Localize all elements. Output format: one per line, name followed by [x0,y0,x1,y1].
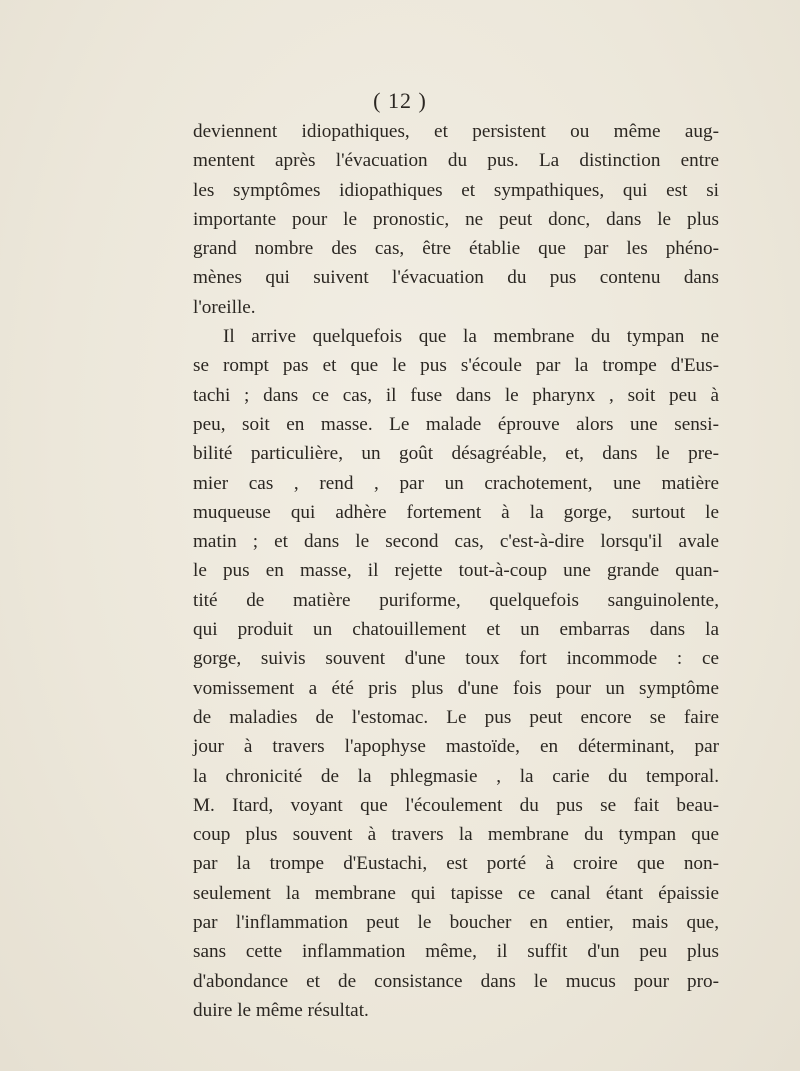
paragraph-2 [193,322,719,1025]
text-line: se rompt pas et que le pus s'écoule par la trompe d'Eus- [193,355,719,377]
text-line: deviennent idiopathiques, et persistent ou même aug- [193,121,719,142]
text-line: jour à travers l'apophyse mastoïde, en déterminant, par [193,736,719,758]
page-number: ( 12 ) [373,88,427,113]
text-line: Il arrive quelquefois que la membrane du tympan ne [223,326,719,348]
text-line: importante pour le pronostic, ne peut donc, dans le plus [193,208,719,230]
text-line: l'oreille. [193,296,256,318]
text-line: peu, soit en masse. Le malade éprouve alors une sensi- [193,413,719,435]
text-line: mentent après l'évacuation du pus. La distinction entre [193,150,719,172]
text-line: par la trompe d'Eustachi, est porté à croire que non- [193,853,719,875]
text-line: d'abondance et de consistance dans le mucus pour pro- [193,970,719,992]
text-line: vomissement a été pris plus d'une fois pour un symptôme [193,677,719,699]
text-line: bilité particulière, un goût désagréable, et, dans le pre- [193,443,719,465]
text-line: la chronicité de la phlegmasie , la carie du temporal. [193,765,719,787]
text-line: tachi ; dans ce cas, il fuse dans le pharynx , soit peu à [193,384,719,406]
text-line: duire le même résultat. [193,999,369,1021]
text-line: M. Itard, voyant que l'écoulement du pus se fait beau- [193,794,719,816]
text-line: le pus en masse, il rejette tout-à-coup une grande quan- [193,560,719,582]
text-line: mènes qui suivent l'évacuation du pus contenu dans [193,267,719,289]
text-line: coup plus souvent à travers la membrane du tympan que [193,824,719,846]
text-line: les symptômes idiopathiques et sympathiques, qui est si [193,179,719,201]
text-line: mier cas , rend , par un crachotement, une matière [193,472,719,494]
text-line: de maladies de l'estomac. Le pus peut encore se faire [193,706,719,728]
text-line: muqueuse qui adhère fortement à la gorge, surtout le [193,501,719,523]
text-line: qui produit un chatouillement et un embarras dans la [193,619,719,641]
paragraph-1 [193,117,719,322]
text-line: tité de matière puriforme, quelquefois sanguinolente, [193,589,719,611]
text-line: seulement la membrane qui tapisse ce canal étant épaissie [193,882,719,904]
text-line: matin ; et dans le second cas, c'est-à-dire lorsqu'il avale [193,531,719,553]
text-line: par l'inflammation peut le boucher en entier, mais que, [193,912,719,934]
text-line: gorge, suivis souvent d'une toux fort incommode : ce [193,648,719,670]
text-line: sans cette inflammation même, il suffit d'un peu plus [193,941,719,963]
text-line: grand nombre des cas, être établie que par les phéno- [193,238,719,260]
body-text [193,117,719,1025]
